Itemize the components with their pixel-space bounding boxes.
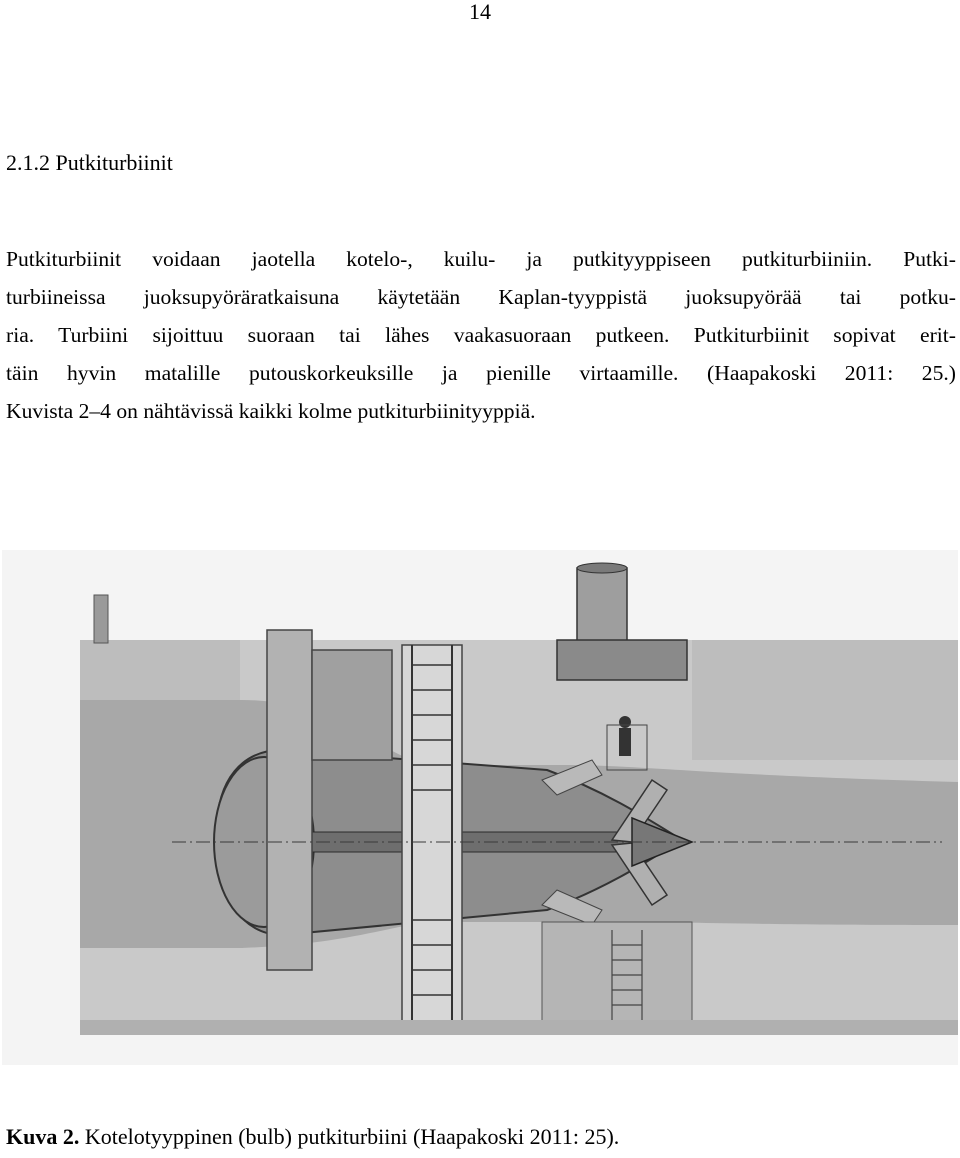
paragraph-line: Kuvista 2–4 on nähtävissä kaikki kolme putkiturbiinityyppiä. bbox=[6, 399, 536, 423]
paragraph-line: turbiineissa juoksupyöräratkaisuna käytetään Kaplan-tyyppistä juoksupyörää tai potku- bbox=[6, 285, 956, 309]
section-heading: 2.1.2 Putkiturbiinit bbox=[6, 150, 173, 175]
body-paragraph bbox=[6, 240, 956, 430]
bulb-turbine-drawing bbox=[2, 550, 958, 1065]
paragraph-line: täin hyvin matalille putouskorkeuksille ja pienille virtaamille. (Haapakoski 2011: 25.) bbox=[6, 361, 956, 385]
page-number: 14 bbox=[469, 0, 491, 24]
caption-text: Kotelotyyppinen (bulb) putkiturbiini (Haapakoski 2011: 25). bbox=[79, 1124, 620, 1149]
paragraph-line: ria. Turbiini sijoittuu suoraan tai lähes vaakasuoraan putkeen. Putkiturbiinit sopivat erit- bbox=[6, 323, 956, 347]
figure-caption bbox=[6, 1124, 619, 1150]
caption-label: Kuva 2. bbox=[6, 1124, 80, 1149]
paragraph-line: Putkiturbiinit voidaan jaotella kotelo-, kuilu- ja putkityyppiseen putkiturbiiniin. Putki- bbox=[6, 247, 956, 271]
bulb-turbine-figure bbox=[2, 550, 958, 1065]
